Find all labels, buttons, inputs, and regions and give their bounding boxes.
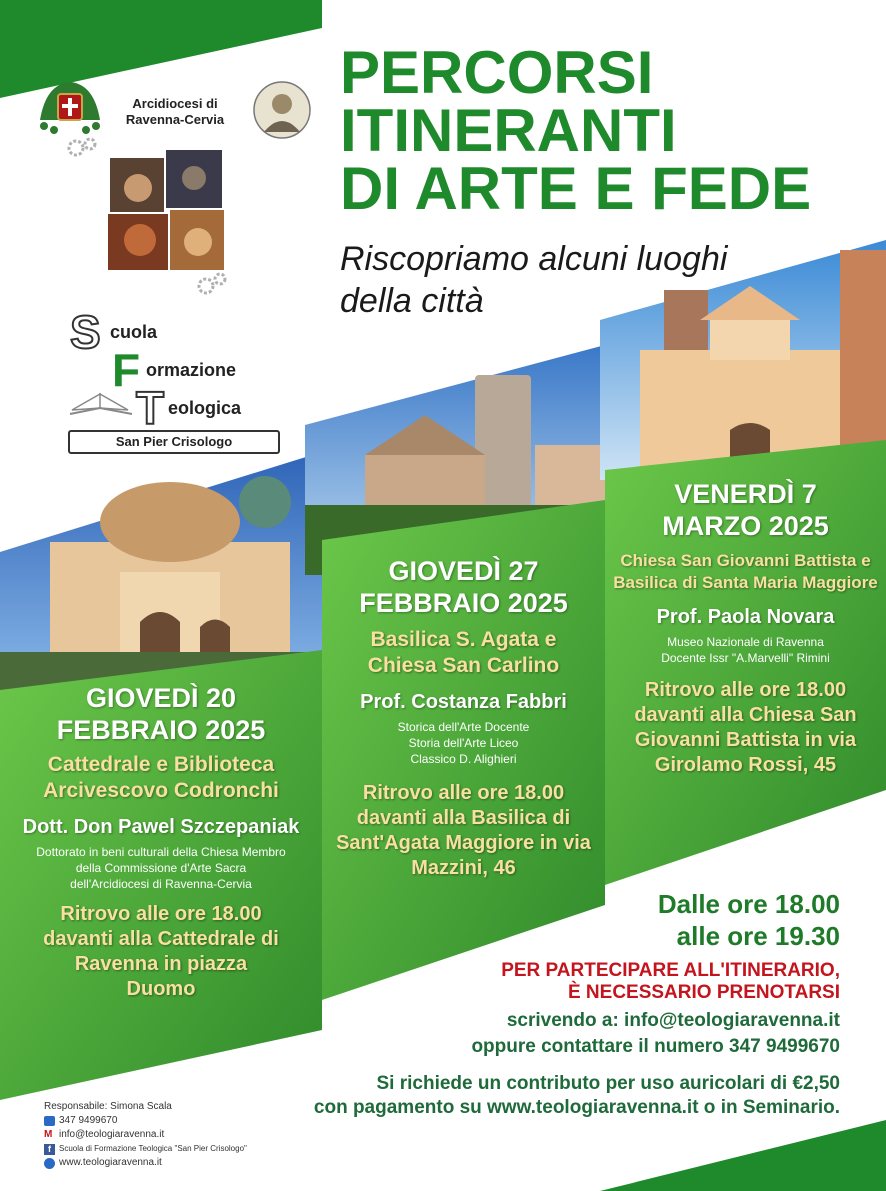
booking-phone[interactable]: oppure contattare il numero 347 9499670 [471, 1036, 840, 1057]
event-3-place: Chiesa San Giovanni Battista e Basilica di Santa Maria Maggiore [613, 551, 878, 592]
contact-facebook[interactable]: Scuola di Formazione Teologica "San Pier Crisologo" [59, 1144, 247, 1153]
event-3-credentials: Museo Nazionale di Ravenna Docente Issr "A.Marvelli" Rimini [661, 635, 830, 665]
school-letter-f: F [112, 344, 141, 396]
event-2-date: GIOVEDÌ 27 FEBBRAIO 2025 [359, 556, 568, 618]
contact-phone-row [44, 1114, 284, 1128]
contact-responsible: Responsabile: Simona Scala [44, 1101, 172, 1112]
schedule-from: Dalle ore 18.00 [657, 889, 840, 919]
event-1-meeting: Ritrovo alle ore 18.00 davanti alla Cattedrale di Ravenna in piazza Duomo [43, 903, 279, 1000]
schedule-to: alle ore 19.30 [676, 921, 840, 951]
contact-email[interactable]: info@teologiaravenna.it [59, 1129, 165, 1140]
page-subtitle: Riscopriamo alcuni luoghi della città [340, 240, 728, 320]
contact-phone[interactable]: 347 9499670 [59, 1115, 118, 1126]
title-line-2: ITINERANTI [340, 97, 677, 164]
event-3 [605, 478, 886, 778]
event-1-date: GIOVEDÌ 20 FEBBRAIO 2025 [56, 683, 266, 745]
fee-info [240, 1072, 840, 1120]
diocese-name: Arcidiocesi di Ravenna-Cervia [125, 96, 225, 127]
title-line-3: DI ARTE E FEDE [340, 155, 812, 222]
phone-icon [44, 1116, 55, 1126]
event-1-place: Cattedrale e Biblioteca Arcivescovo Codronchi [43, 753, 279, 802]
event-3-speaker: Prof. Paola Novara [656, 606, 835, 628]
facebook-icon: f [44, 1144, 55, 1155]
contacts-block [44, 1100, 284, 1170]
contact-facebook-row [44, 1142, 284, 1156]
title-line-1: PERCORSI [340, 39, 654, 106]
event-1-speaker: Dott. Don Pawel Szczepaniak [22, 816, 300, 838]
event-3-date: VENERDÌ 7 MARZO 2025 [662, 479, 829, 541]
event-2-speaker: Prof. Costanza Fabbri [360, 691, 567, 713]
school-letter-t: T [136, 382, 165, 434]
contact-web-row [44, 1156, 284, 1170]
school-line-2: ormazione [146, 360, 237, 380]
contact-email-row [44, 1128, 284, 1142]
school-line-3: eologica [168, 398, 242, 418]
schedule [600, 888, 840, 952]
fee-line-1: Si richiede un contributo per uso auricolari di €2,50 [376, 1073, 840, 1094]
booking-line-1: PER PARTECIPARE ALL'ITINERARIO, [501, 960, 840, 981]
contact-web[interactable]: www.teologiaravenna.it [59, 1157, 162, 1168]
event-2-meeting: Ritrovo alle ore 18.00 davanti alla Basilica di Sant'Agata Maggiore in via Mazzini, 46 [336, 782, 591, 879]
event-2-place: Basilica S. Agata e Chiesa San Carlino [367, 628, 560, 677]
mail-icon: M [44, 1129, 53, 1140]
school-line-1: cuola [110, 322, 158, 342]
event-2 [322, 555, 605, 881]
globe-icon [44, 1158, 55, 1169]
booking-line-2: È NECESSARIO PRENOTARSI [567, 982, 840, 1003]
event-1 [0, 682, 322, 1002]
booking-info [360, 960, 840, 1060]
event-3-meeting: Ritrovo alle ore 18.00 davanti alla Chiesa San Giovanni Battista in via Girolamo Rossi, 45 [634, 679, 857, 776]
fee-line-2[interactable]: con pagamento su www.teologiaravenna.it o in Seminario. [313, 1097, 840, 1118]
event-1-credentials: Dottorato in beni culturali della Chiesa Membro della Commissione d'Arte Sacra dell'Arcidiocesi di Ravenna-Cervia [36, 845, 286, 891]
school-letter-s: S [70, 306, 101, 358]
event-2-credentials: Storica dell'Arte Docente Storia dell'Arte Liceo Classico D. Alighieri [397, 720, 530, 766]
booking-email[interactable]: scrivendo a: info@teologiaravenna.it [506, 1010, 840, 1031]
school-subtitle: San Pier Crisologo [68, 430, 280, 454]
